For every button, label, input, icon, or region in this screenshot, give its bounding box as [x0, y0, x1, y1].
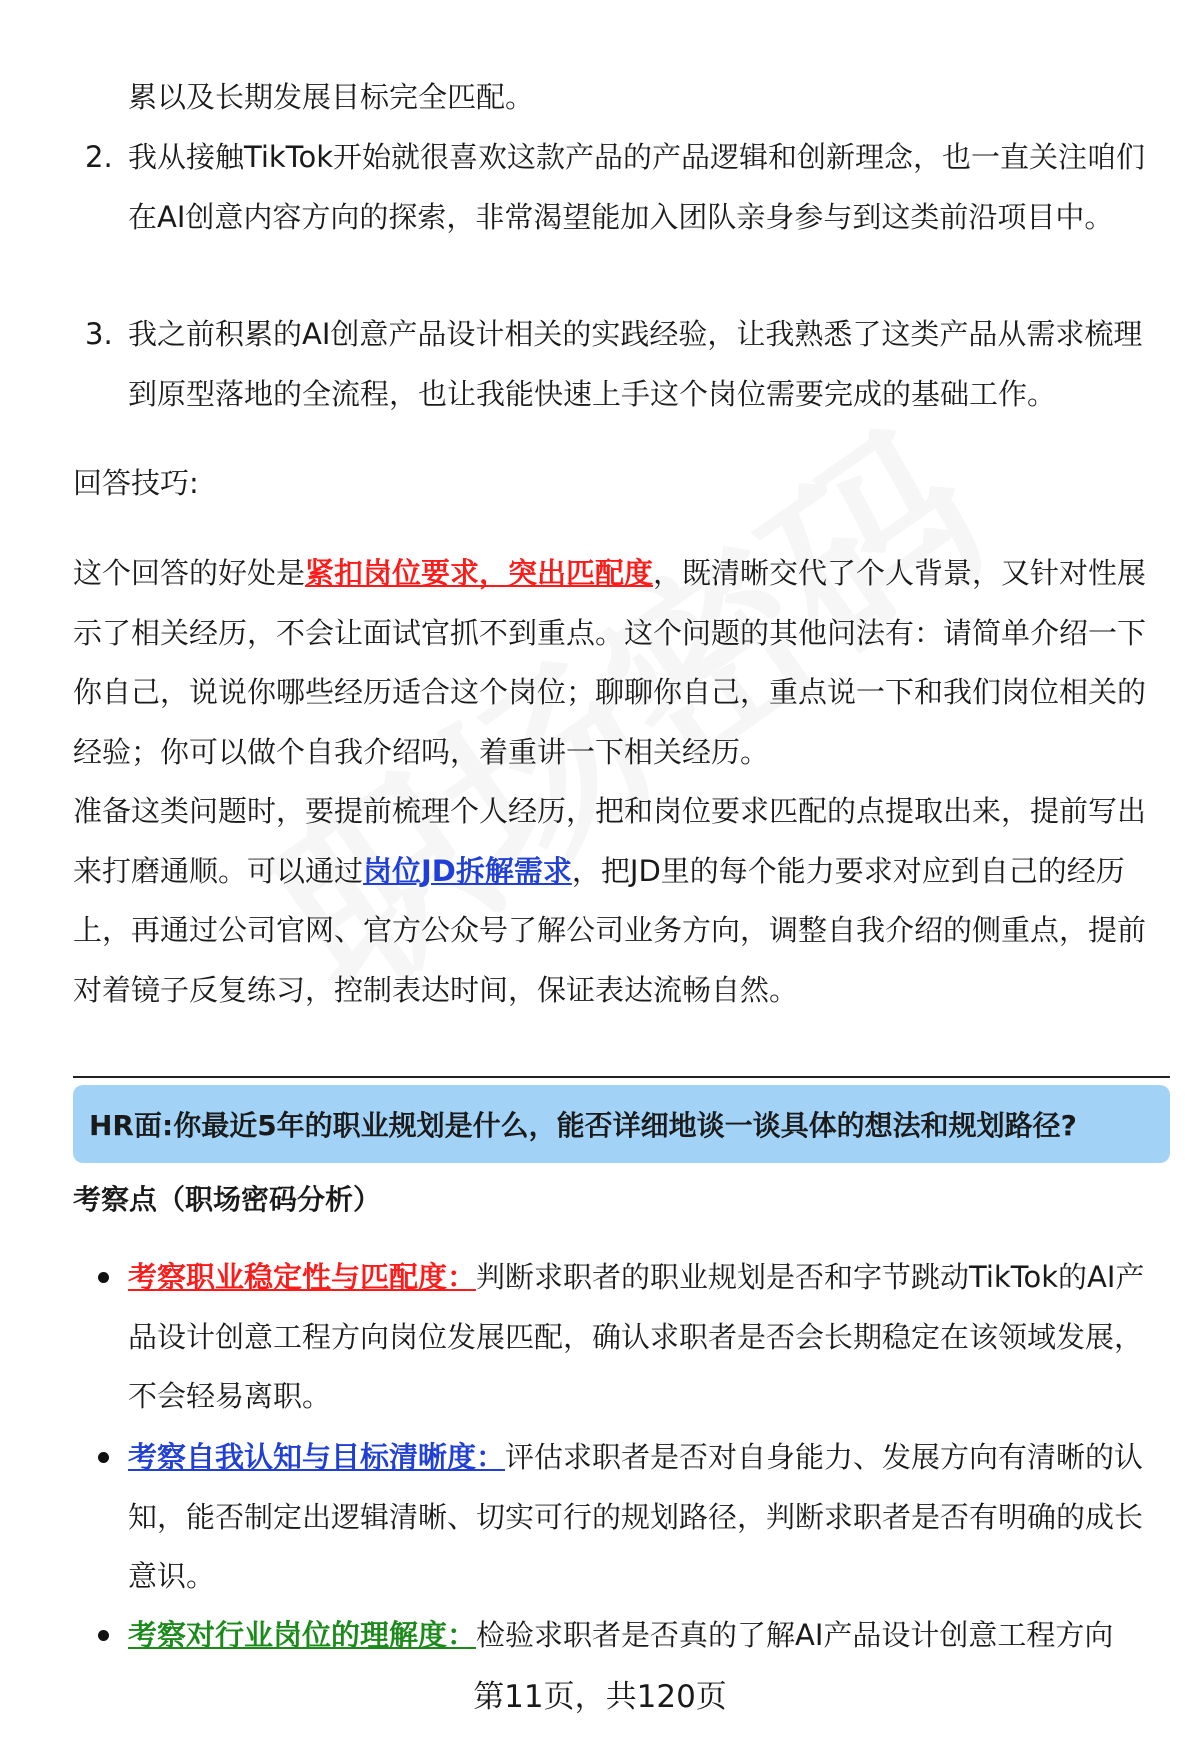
bullet-item: 考察职业稳定性与匹配度：判断求职者的职业规划是否和字节跳动TikTok的AI产品设计创意工程方向岗位发展匹配，确认求职者是否会长期稳定在该领域发展，不会轻易离职。: [73, 1248, 1148, 1427]
list-item: 2. 我从接触TikTok开始就很喜欢这款产品的产品逻辑和创新理念，也一直关注咱们在AI创意内容方向的探索，非常渴望能加入团队亲身参与到这类前沿项目中。: [85, 140, 1145, 234]
divider: [73, 1076, 1170, 1078]
question-heading: HR面:你最近5年的职业规划是什么，能否详细地谈一谈具体的想法和规划路径?: [73, 1085, 1170, 1163]
bullet-icon: [98, 1630, 109, 1641]
bullet-icon: [98, 1272, 109, 1283]
bullet-label: 考察自我认知与目标清晰度：: [128, 1440, 506, 1474]
page-number: 第11页，共120页: [473, 1679, 727, 1715]
bullet-icon: [98, 1452, 109, 1463]
bullet-label: 考察职业稳定性与匹配度：: [128, 1260, 477, 1294]
highlight-text: 紧扣岗位要求，突出匹配度: [305, 556, 654, 590]
bullet-item: 考察对行业岗位的理解度：检验求职者是否真的了解AI产品设计创意工程方向: [73, 1606, 1148, 1666]
bullet-label: 考察对行业岗位的理解度：: [128, 1618, 477, 1652]
list-continuation: 累以及长期发展目标完全匹配。: [128, 80, 535, 114]
jd-link[interactable]: 岗位JD拆解需求: [363, 853, 572, 888]
tips-label: 回答技巧:: [73, 466, 199, 500]
bullet-item: 考察自我认知与目标清晰度：评估求职者是否对自身能力、发展方向有清晰的认知，能否制定出逻辑清晰、切实可行的规划路径，判断求职者是否有明确的成长意识。: [73, 1428, 1148, 1607]
analysis-title: 考察点（职场密码分析）: [73, 1183, 382, 1216]
list-item: 3. 我之前积累的AI创意产品设计相关的实践经验，让我熟悉了这类产品从需求梳理到原型落地的全流程，也让我能快速上手这个岗位需要完成的基础工作。: [85, 317, 1143, 411]
tips-paragraph-2: 准备这类问题时，要提前梳理个人经历，把和岗位要求匹配的点提取出来，提前写出来打磨通顺。可以通过岗位JD拆解需求，把JD里的每个能力要求对应到自己的经历上，再通过公司官网、官方公众号了解公司业务方向，调整自我介绍的侧重点，提前对着镜子反复练习，控制表达时间，保证表达流畅自然。: [73, 794, 1147, 1007]
tips-paragraph-1: 这个回答的好处是紧扣岗位要求，突出匹配度，既清晰交代了个人背景，又针对性展示了相关经历，不会让面试官抓不到重点。这个问题的其他问法有：请简单介绍一下你自己，说说你哪些经历适合这个岗位；聊聊你自己，重点说一下和我们岗位相关的经验；你可以做个自我介绍吗，着重讲一下相关经历。: [73, 556, 1147, 769]
